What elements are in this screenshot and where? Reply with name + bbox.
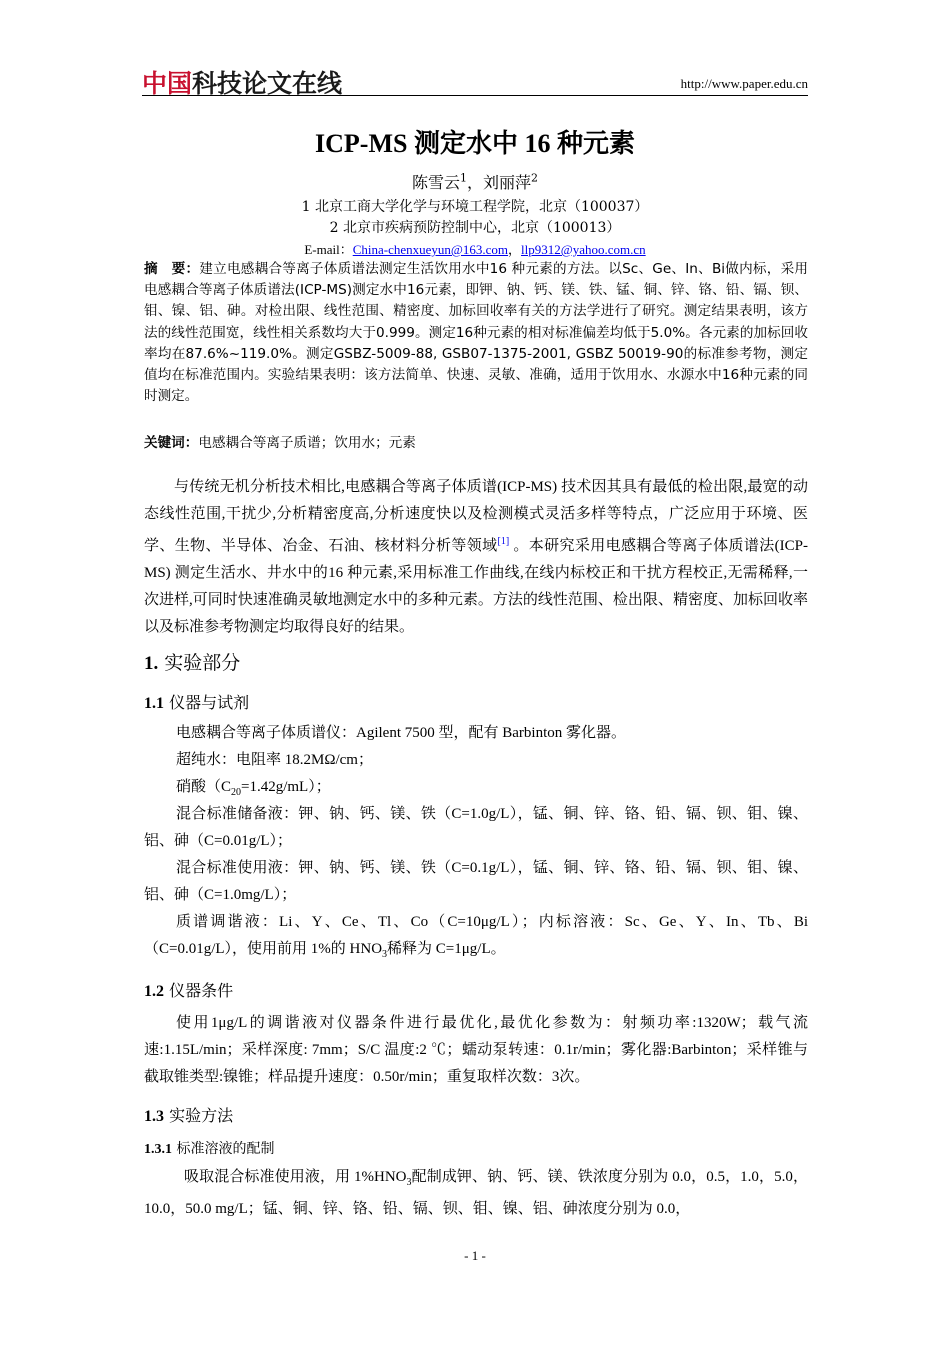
intro-text-2: 。本研究采用电感耦合等离子体质谱法(ICP-MS) 测定生活水、井水中的16 种元素,采用标准工作曲线,在线内标校正和干扰方程校正,无需稀释,一次进样,可同时快速准确灵敏地测定水中的多种元素。方法的线性范围、检出限、精密度、加标回收率以及标准参考物测定均取得良好的结果。 bbox=[144, 538, 808, 635]
author-1: 陈雪云 bbox=[411, 173, 460, 192]
abstract bbox=[144, 259, 808, 407]
subsection-title: 仪器条件 bbox=[169, 981, 234, 1000]
prep-subscript: 3 bbox=[406, 1177, 412, 1188]
email-label: E-mail： bbox=[304, 242, 353, 257]
author-separator: ， bbox=[466, 173, 483, 192]
subsubsection-heading-1-3-1 bbox=[144, 1138, 274, 1158]
prep-text-b: 配制成钾、钠、钙、镁、铁浓度分别为 0.0，0.5，1.0，5.0，10.0，50.0 mg/L；锰、铜、锌、铬、铅、镉、钡、钼、镍、铝、砷浓度分别为 0.0， bbox=[144, 1169, 808, 1217]
prep-text-a: 吸取混合标准使用液，用 1%HNO bbox=[184, 1169, 407, 1185]
intro-paragraph bbox=[144, 474, 808, 641]
subsection-number: 1.1 bbox=[144, 695, 164, 712]
author-1-affil: 1 bbox=[459, 171, 467, 185]
intro-text-1: 与传统无机分析技术相比,电感耦合等离子体质谱(ICP-MS) 技术因其具有最低的检出限,最宽的动态线性范围,干扰少,分析精密度高,分析速度快以及检测模式灵活多样等特点，广泛应用于环境、医学、生物、半导体、冶金、石油、核材料分析等领域 bbox=[144, 479, 808, 554]
section-heading-1 bbox=[144, 648, 240, 675]
subsubsection-number: 1.3.1 bbox=[144, 1142, 172, 1157]
citation-ref[interactable]: [1] bbox=[497, 536, 510, 547]
email-separator: ， bbox=[508, 242, 522, 257]
subsection-number: 1.3 bbox=[144, 1108, 164, 1125]
paragraph-water: 超纯水：电阻率 18.2MΩ/cm； bbox=[176, 752, 373, 768]
tuning-subscript: 3 bbox=[382, 949, 388, 960]
email-link-1[interactable]: China-chenxueyun@163.com bbox=[352, 242, 509, 257]
logo-red-text: 中国 bbox=[142, 69, 193, 98]
nitric-text-b: =1.42g/mL）； bbox=[241, 779, 331, 795]
tuning-text-a: 质谱调谐液：Li、Y、Ce、Tl、Co（C=10μg/L）；内标溶液：Sc、Ge、Y、In、Tb、Bi（C=0.01g/L），使用前用 1%的 HNO bbox=[144, 914, 808, 957]
keywords-text: 电感耦合等离子质谱；饮用水；元素 bbox=[198, 435, 416, 451]
subsection-heading-1-1 bbox=[144, 690, 249, 713]
author-2-affil: 2 bbox=[531, 171, 539, 185]
nitric-text-a: 硝酸（C bbox=[176, 779, 232, 795]
logo-dark-text: 科技论文在线 bbox=[192, 69, 343, 98]
section-number: 1. bbox=[144, 653, 159, 674]
affiliation-2: 2 北京市疾病预防控制中心，北京（100013） bbox=[329, 220, 621, 236]
paragraph-standard-prep bbox=[144, 1164, 808, 1223]
abstract-label: 摘 要： bbox=[144, 261, 200, 277]
header-divider bbox=[142, 95, 808, 96]
subsection-title: 实验方法 bbox=[169, 1106, 234, 1125]
email-link-2[interactable]: llp9312@yahoo.com.cn bbox=[521, 242, 646, 257]
paragraph-conditions: 使用1μg/L的调谐液对仪器条件进行最优化,最优化参数为：射频功率:1320W；载气流速:1.15L/min；采样深度: 7mm；S/C 温度:2 ℃；蠕动泵转速：0.1r/min；雾化器:Barbinton；采样锥与截取锥类型:镍锥；样品提升速度：0.50r/min；重复取样次数：3次。 bbox=[144, 1015, 808, 1085]
email-line bbox=[0, 239, 950, 258]
subsection-number: 1.2 bbox=[144, 983, 164, 1000]
subsubsection-title: 标准溶液的配制 bbox=[176, 1141, 275, 1157]
affiliation-1: 1 北京工商大学化学与环境工程学院，北京（100037） bbox=[301, 199, 649, 215]
subsection-heading-1-3 bbox=[144, 1103, 233, 1126]
paragraph-instrument: 电感耦合等离子体质谱仪：Agilent 7500 型，配有 Barbinton 雾化器。 bbox=[176, 725, 626, 741]
paragraph-working-solution: 混合标准使用液：钾、钠、钙、镁、铁（C=0.1g/L），锰、铜、锌、铬、铅、镉、钡、钼、镍、铝、砷（C=1.0mg/L）； bbox=[144, 860, 808, 903]
author-2: 刘丽萍 bbox=[483, 173, 532, 192]
section-title: 实验部分 bbox=[164, 652, 241, 674]
subsection-heading-1-2 bbox=[144, 978, 233, 1001]
header-url[interactable]: http://www.paper.edu.cn bbox=[680, 76, 808, 91]
keywords bbox=[144, 431, 416, 451]
page-number: - 1 - bbox=[464, 1248, 486, 1263]
abstract-text: 建立电感耦合等离子体质谱法测定生活饮用水中16 种元素的方法。以Sc、Ge、In、Bi做内标，采用电感耦合等离子体质谱法(ICP-MS)测定水中16元素，即钾、钠、钙、镁、铁、锰、铜、锌、铬、铅、镉、钡、钼、镍、铝、砷。对检出限、线性范围、精密度、加标回收率有关的方法学进行了研究。测定结果表明，该方法的线性范围宽，线性相关系数均大于0.999。测定16种元素的相对标准偏差均低于5.0%。各元素的加标回收率均在87.6%~119.0%。测定GSBZ-5009-88, GSB07-1375-2001, GSBZ 50019-90的标准参考物，测定值均在标准范围内。实验结果表明：该方法简单、快速、灵敏、准确，适用于饮用水、水源水中16种元素的同时测定。 bbox=[144, 261, 809, 405]
paragraph-tuning-solution bbox=[144, 909, 808, 968]
keywords-label: 关键词： bbox=[144, 435, 199, 451]
nitric-subscript: 20 bbox=[231, 787, 242, 798]
paper-title: ICP-MS 测定水中 16 种元素 bbox=[315, 129, 635, 158]
author-line bbox=[0, 170, 950, 193]
paragraph-stock-solution: 混合标准储备液：钾、钠、钙、镁、铁（C=1.0g/L），锰、铜、锌、铬、铅、镉、钡、钼、镍、铝、砷（C=0.01g/L）； bbox=[144, 806, 808, 849]
subsection-title: 仪器与试剂 bbox=[169, 693, 250, 712]
tuning-text-b: 稀释为 C=1μg/L。 bbox=[387, 941, 506, 957]
